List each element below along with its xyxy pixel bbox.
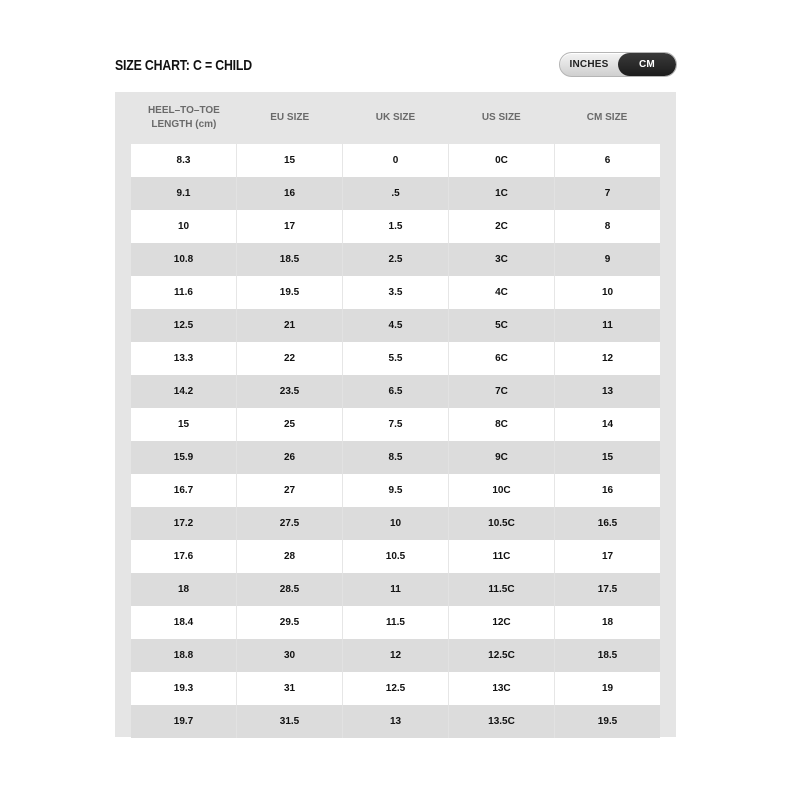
table-cell: 17 [237, 210, 343, 243]
table-cell: 13 [601, 386, 614, 397]
table-row [131, 177, 660, 210]
table-cell: 18 [601, 617, 614, 628]
table-cell: 17.5 [597, 584, 618, 595]
table-cell: 2C [449, 210, 555, 243]
table-cell: 27 [237, 474, 343, 507]
table-cell: 14 [601, 419, 614, 430]
table-cell: 11C [449, 540, 555, 573]
table-body [131, 144, 660, 738]
table-cell: 6C [449, 342, 555, 375]
table-row [131, 573, 660, 606]
table-cell: 13.3 [131, 342, 237, 375]
table-cell: 31 [237, 672, 343, 705]
table-row [131, 474, 660, 507]
column-header-us-size: US SIZE [481, 112, 521, 123]
table-cell: 19.5 [237, 276, 343, 309]
table-cell: 18 [131, 573, 237, 606]
table-cell: 12.5 [131, 309, 237, 342]
table-cell: 21 [237, 309, 343, 342]
table-row [131, 639, 660, 672]
table-row [131, 144, 660, 177]
table-cell: 5C [449, 309, 555, 342]
table-cell: 10.5C [449, 507, 555, 540]
column-header-label: HEEL–TO–TOE LENGTH (cm) [147, 105, 220, 130]
table-cell: 19 [601, 683, 614, 694]
table-cell: 9C [449, 441, 555, 474]
table-cell: 19.3 [131, 672, 237, 705]
table-cell: 12.5C [449, 639, 555, 672]
size-chart-panel [115, 92, 676, 737]
table-cell: 25 [237, 408, 343, 441]
table-cell: 9.1 [131, 177, 237, 210]
table-cell: 1C [449, 177, 555, 210]
page-title: SIZE CHART: C = CHILD [115, 57, 252, 74]
table-cell: 10C [449, 474, 555, 507]
table-cell: 18.5 [597, 650, 618, 661]
table-cell: 7C [449, 375, 555, 408]
table-cell: 4.5 [343, 309, 449, 342]
table-cell: 23.5 [237, 375, 343, 408]
table-cell: 11.6 [131, 276, 237, 309]
table-row [131, 276, 660, 309]
table-cell: 7.5 [343, 408, 449, 441]
table-cell: 15 [131, 408, 237, 441]
table-cell: 8 [604, 221, 611, 232]
table-cell: 12.5 [343, 672, 449, 705]
table-cell: 7 [604, 188, 611, 199]
table-cell: 12C [449, 606, 555, 639]
table-cell: 5.5 [343, 342, 449, 375]
table-cell: 0 [343, 144, 449, 177]
table-cell: 11.5C [449, 573, 555, 606]
table-cell: 15.9 [131, 441, 237, 474]
column-header-uk-size: UK SIZE [375, 112, 416, 123]
table-cell: 8.5 [343, 441, 449, 474]
table-cell: 22 [237, 342, 343, 375]
table-cell: 15 [601, 452, 614, 463]
table-cell: 1.5 [343, 210, 449, 243]
table-header [131, 92, 660, 144]
table-cell: 13 [343, 705, 449, 738]
unit-toggle[interactable] [559, 52, 677, 77]
table-cell: 16 [237, 177, 343, 210]
table-cell: 26 [237, 441, 343, 474]
unit-option-inches[interactable]: INCHES [569, 59, 609, 70]
table-row [131, 375, 660, 408]
table-cell: 10 [131, 210, 237, 243]
table-cell: 19.5 [597, 716, 618, 727]
table-cell: 11.5 [343, 606, 449, 639]
table-row [131, 408, 660, 441]
column-header-eu-size: EU SIZE [270, 112, 310, 123]
table-cell: 28 [237, 540, 343, 573]
table-cell: 19.7 [131, 705, 237, 738]
table-cell: 17 [601, 551, 614, 562]
table-row [131, 342, 660, 375]
table-cell: 13C [449, 672, 555, 705]
table-cell: 8.3 [131, 144, 237, 177]
table-cell: 2.5 [343, 243, 449, 276]
table-cell: 14.2 [131, 375, 237, 408]
table-cell: 30 [237, 639, 343, 672]
table-cell: 29.5 [237, 606, 343, 639]
table-row [131, 705, 660, 738]
table-cell: 9 [604, 254, 611, 265]
table-row [131, 606, 660, 639]
table-cell: 16.7 [131, 474, 237, 507]
table-cell: 11 [343, 573, 449, 606]
table-row [131, 540, 660, 573]
table-cell: 10.5 [343, 540, 449, 573]
column-header-heel-to-toe [131, 92, 237, 144]
table-cell: 18.4 [131, 606, 237, 639]
table-cell: 13.5C [449, 705, 555, 738]
table-cell: 3C [449, 243, 555, 276]
table-cell: 18.5 [237, 243, 343, 276]
table-cell: 18.8 [131, 639, 237, 672]
table-cell: 17.2 [131, 507, 237, 540]
table-cell: 9.5 [343, 474, 449, 507]
table-row [131, 309, 660, 342]
table-row [131, 441, 660, 474]
table-cell: 17.6 [131, 540, 237, 573]
table-row [131, 672, 660, 705]
table-cell: 10.8 [131, 243, 237, 276]
table-cell: 10 [601, 287, 614, 298]
table-cell: 16.5 [597, 518, 618, 529]
table-cell: 11 [602, 320, 613, 331]
table-cell: 0C [449, 144, 555, 177]
table-row [131, 210, 660, 243]
table-cell: 27.5 [237, 507, 343, 540]
table-cell: 15 [237, 144, 343, 177]
table-cell: 6.5 [343, 375, 449, 408]
table-cell: 6 [604, 155, 611, 166]
column-header-cm-size: CM SIZE [586, 112, 628, 123]
table-cell: .5 [343, 177, 449, 210]
table-cell: 10 [343, 507, 449, 540]
table-cell: 3.5 [343, 276, 449, 309]
table-cell: 28.5 [237, 573, 343, 606]
table-row [131, 243, 660, 276]
table-cell: 12 [343, 639, 449, 672]
table-cell: 12 [601, 353, 614, 364]
table-row [131, 507, 660, 540]
unit-option-cm[interactable]: CM [618, 53, 676, 76]
table-cell: 4C [449, 276, 555, 309]
table-cell: 16 [601, 485, 614, 496]
table-cell: 31.5 [237, 705, 343, 738]
table-cell: 8C [449, 408, 555, 441]
